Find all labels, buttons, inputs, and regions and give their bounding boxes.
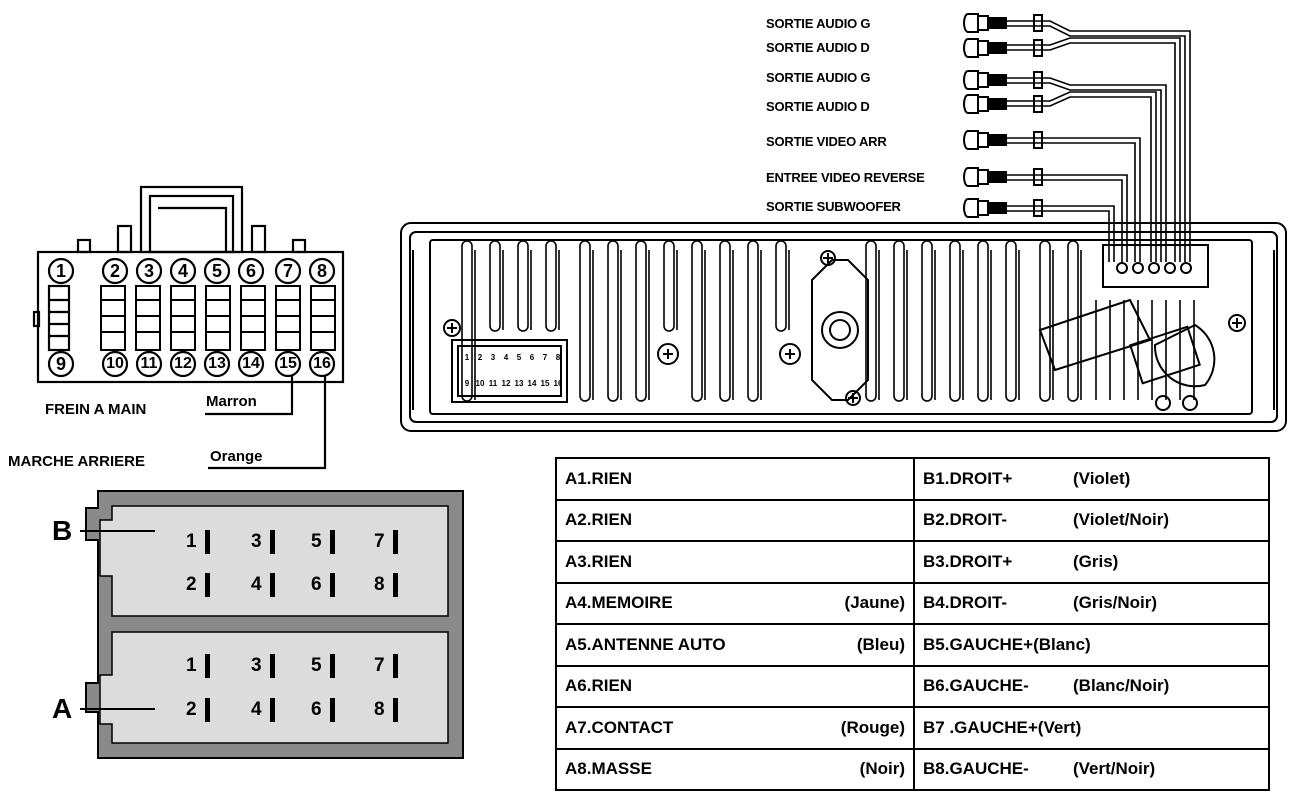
cell-b-label: B3.DROIT+ [923, 551, 1013, 571]
pin-15: 15 [279, 355, 297, 372]
rca-label-audio-d-1: SORTIE AUDIO D [766, 40, 870, 55]
table-row [556, 624, 1269, 666]
cell-b-color: (Violet/Noir) [1073, 510, 1170, 530]
unit-socket-pins [465, 353, 563, 388]
svg-text:6: 6 [529, 353, 535, 362]
cell-a-color: (Jaune) [844, 593, 905, 613]
svg-text:14: 14 [527, 379, 537, 388]
pin-4: 4 [177, 261, 188, 281]
cell-a-color: (Noir) [859, 759, 905, 779]
rca-label-video-arr: SORTIE VIDEO ARR [766, 134, 887, 149]
table-row [556, 749, 1269, 791]
iso-b-pin-7: 7 [374, 531, 385, 552]
cell-b-label: B4.DROIT- [923, 593, 1008, 613]
rca-label-audio-d-2: SORTIE AUDIO D [766, 99, 870, 114]
iso-a-pin-7: 7 [374, 655, 385, 676]
pin-8: 8 [316, 261, 327, 281]
cell-b7 [914, 707, 1269, 749]
cell-a4 [556, 583, 914, 625]
iso-a-pin-3: 3 [251, 655, 262, 676]
iso-block-a-label: A [52, 693, 73, 724]
connector-16-pin [34, 187, 343, 468]
svg-text:16: 16 [553, 379, 563, 388]
iso-connector [80, 491, 463, 758]
cell-a2 [556, 500, 914, 542]
iso-a-pin-2: 2 [186, 699, 197, 720]
iso-a-pin-4: 4 [251, 699, 262, 720]
svg-text:7: 7 [542, 353, 548, 362]
cell-b1 [914, 458, 1269, 500]
cell-a-label: A5.ANTENNE AUTO [565, 634, 726, 654]
cell-b-label: B8.GAUCHE- [923, 759, 1029, 779]
frein-a-main-color: Marron [206, 393, 257, 410]
cell-a-color: (Rouge) [840, 717, 905, 737]
svg-text:2: 2 [477, 353, 483, 362]
cell-b-label: B7 .GAUCHE+ [923, 717, 1038, 737]
cell-b-label: B1.DROIT+ [923, 468, 1013, 488]
cell-b5 [914, 624, 1269, 666]
svg-text:12: 12 [501, 379, 511, 388]
cell-b-color: (Vert/Noir) [1073, 759, 1156, 779]
cell-a-label: A7.CONTACT [565, 717, 674, 737]
iso-b-pin-2: 2 [186, 574, 197, 595]
pin-3: 3 [143, 261, 154, 281]
pin-16: 16 [313, 355, 331, 372]
svg-text:4: 4 [503, 353, 509, 362]
svg-text:1: 1 [464, 353, 470, 362]
cell-a-label: A6.RIEN [565, 676, 633, 696]
rca-label-subwoofer: SORTIE SUBWOOFER [766, 199, 901, 214]
pin-13: 13 [208, 355, 226, 372]
rca-label-video-reverse: ENTREE VIDEO REVERSE [766, 170, 925, 185]
svg-text:13: 13 [514, 379, 524, 388]
iso-block-b-label: B [52, 515, 73, 546]
cell-b6 [914, 666, 1269, 708]
frein-a-main-label: FREIN A MAIN [45, 401, 147, 418]
svg-text:9: 9 [464, 379, 470, 388]
table-row [556, 458, 1269, 500]
rca-label-audio-g-2: SORTIE AUDIO G [766, 70, 871, 85]
cell-b-color: (Vert) [1037, 717, 1082, 737]
cell-b-color: (Blanc) [1033, 634, 1091, 654]
cell-a-color: (Bleu) [856, 634, 905, 654]
iso-b-pin-4: 4 [251, 574, 262, 595]
pin-1: 1 [55, 261, 66, 281]
cell-a-label: A1.RIEN [565, 468, 633, 488]
cell-a7 [556, 707, 914, 749]
pin-14: 14 [242, 355, 260, 372]
iso-a-pin-8: 8 [374, 699, 385, 720]
table-row [556, 666, 1269, 708]
iso-b-pin-6: 6 [311, 574, 322, 595]
cell-b-color: (Violet) [1073, 468, 1131, 488]
table-row [556, 583, 1269, 625]
cell-b4 [914, 583, 1269, 625]
marche-arriere-label: MARCHE ARRIERE [8, 453, 145, 470]
cell-b-label: B6.GAUCHE- [923, 676, 1029, 696]
radio-unit [401, 223, 1286, 431]
iso-a-pin-1: 1 [186, 655, 197, 676]
pin-10: 10 [106, 355, 124, 372]
iso-b-pin-3: 3 [251, 531, 262, 552]
cell-b3 [914, 541, 1269, 583]
cell-b-color: (Gris) [1073, 551, 1119, 571]
iso-b-pin-1: 1 [186, 531, 197, 552]
cell-a8 [556, 749, 914, 791]
cell-b-label: B5.GAUCHE+ [923, 634, 1034, 654]
iso-a-pin-6: 6 [311, 699, 322, 720]
cell-a-label: A8.MASSE [565, 759, 652, 779]
pin-2: 2 [109, 261, 120, 281]
cell-b-label: B2.DROIT- [923, 510, 1008, 530]
cell-b2 [914, 500, 1269, 542]
pin-6: 6 [245, 261, 256, 281]
cell-a-label: A3.RIEN [565, 551, 633, 571]
pin-9: 9 [55, 354, 66, 374]
cell-a3 [556, 541, 914, 583]
cell-a-label: A4.MEMOIRE [565, 593, 673, 613]
svg-text:11: 11 [488, 379, 498, 388]
cell-b8 [914, 749, 1269, 791]
cell-a5 [556, 624, 914, 666]
table-row [556, 541, 1269, 583]
pin-11: 11 [140, 355, 158, 372]
pin-7: 7 [282, 261, 293, 281]
svg-text:15: 15 [540, 379, 550, 388]
svg-text:8: 8 [555, 353, 561, 362]
table-row [556, 500, 1269, 542]
pin-12: 12 [174, 355, 192, 372]
svg-text:5: 5 [516, 353, 522, 362]
cell-b-color: (Gris/Noir) [1073, 593, 1158, 613]
svg-text:10: 10 [475, 379, 485, 388]
pin-5: 5 [211, 261, 222, 281]
svg-text:3: 3 [490, 353, 496, 362]
iso-b-pin-5: 5 [311, 531, 322, 552]
cell-a1 [556, 458, 914, 500]
cell-a6 [556, 666, 914, 708]
cell-b-color: (Blanc/Noir) [1073, 676, 1170, 696]
table-row [556, 707, 1269, 749]
pin-assignment-table [555, 457, 1270, 791]
marche-arriere-color: Orange [210, 448, 263, 465]
rca-label-audio-g-1: SORTIE AUDIO G [766, 16, 871, 31]
iso-a-pin-5: 5 [311, 655, 322, 676]
cell-a-label: A2.RIEN [565, 510, 633, 530]
iso-b-pin-8: 8 [374, 574, 385, 595]
